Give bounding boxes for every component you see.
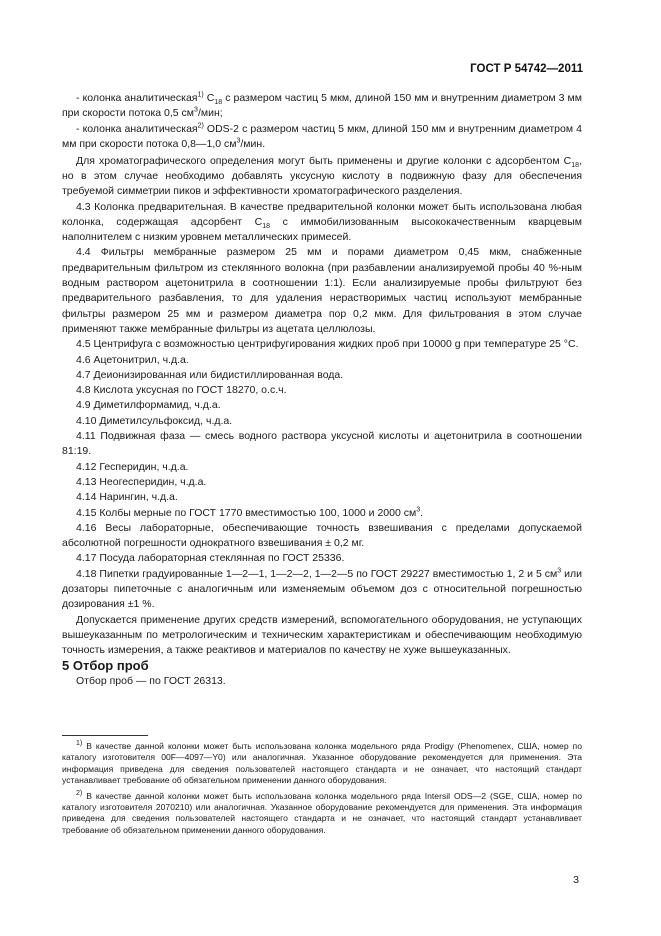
paragraph-4-6: 4.6 Ацетонитрил, ч.д.а. [76,353,189,366]
page-number: 3 [573,874,579,886]
paragraph-4-14: 4.14 Нарингин, ч.д.а. [76,491,178,504]
footnote-1: $^{1)}$ В качестве данной колонки может быть использована колонка модельного ряда Prodigy (Phenomenex, США, номер по каталогу изготовителя 00F—4097—Y0) или аналогичная. Указанное оборудование рекомендуется для применения. Эта информация приведена для сведения пользователей настоящего стандарта и не означает, что настоящий стандарт устанавливает требование об обязательном применении данного оборудования. [62,740,582,786]
footnote-ref-2: 2) [197,122,204,130]
paragraph-4-4: 4.4 Фильтры мембранные размером 25 мм и порами диаметром 0,45 мкм, снабженные предварительным фильтром из стеклянного волокна (при разбавлении анализируемой пробы 40 %-ным водным раствором ацетонитрила в соотношении 1:1). Если анализируемые пробы фильтруют без предварительного разбавления, то для удаления нерастворимых частиц используют мембранные фильтры размером 25 мм и размером диаметра пор 0,2 мкм. Для фильтрования в этом случае применяют также мембранные фильтры из ацетата целлюлозы. [62,246,582,335]
paragraph-4-8: 4.8 Кислота уксусная по ГОСТ 18270, о.с.ч. [76,384,287,397]
paragraph-4-13: 4.13 Неогесперидин, ч.д.а. [76,475,207,488]
paragraph-4-15: 4.15 Колбы мерные по ГОСТ 1770 вместимостью 100, 1000 и 2000 $см^3$. [76,506,424,519]
paragraph-4-12: 4.12 Гесперидин, ч.д.а. [76,460,189,473]
paragraph-4-7: 4.7 Деионизированная или бидистиллированная вода. [76,368,344,381]
footnote-2: $^{2)}$ В качестве данной колонки может быть использована колонка модельного ряда Intersil ODS—2 (SGE, США, номер по каталогу изготовителя 2070210) или аналогичная. Указанное оборудование рекомендуется для применения. Эта информация приведена для сведения пользователей настоящего стандарта и не означает, что настоящий стандарт устанавливает требование об обязательном применении данного оборудования. [62,789,582,835]
paragraph-4-11: 4.11 Подвижная фаза — смесь водного раствора уксусной кислоты и ацетонитрила в соотношении 81:19. [62,430,582,458]
paragraph-other-columns: Для хроматографического определения могут быть применены и другие колонки с адсорбентом $С_{18}$, но в этом случае необходимо добавлять уксусную кислоту в подвижную фазу для обеспечения требуемой симметрии пиков и эффективности хроматографического разделения. [62,154,582,198]
paragraph-4-17: 4.17 Посуда лабораторная стеклянная по ГОСТ 25336. [76,552,345,565]
paragraph-4-18: 4.18 Пипетки градуированные 1—2—1, 1—2—2, 1—2—5 по ГОСТ 29227 вместимостью 1, 2 и 5 $см^3$ или дозаторы пипеточные с аналогичным или изменяемым объемом доз с относительной погрешностью дозирования ±1 %. [62,567,582,611]
section-5-text: Отбор проб — по ГОСТ 26313. [76,674,226,687]
document-body [62,91,582,689]
paragraph-4-3: 4.3 Колонка предварительная. В качестве предварительной колонки может быть использована любая колонка, содержащая адсорбент $С_{18}$ с иммобилизованным высококачественным кварцевым наполнителем с низким уровнем металлических примесей. [62,200,582,244]
paragraph-4-5: 4.5 Центрифуга с возможностью центрифугирования жидких проб при 10000 g при температуре 25 °С. [76,338,579,351]
footnote-separator [62,735,148,736]
section-5-title: 5 Отбор проб [62,658,149,674]
standard-header: ГОСТ Р 54742—2011 [470,63,583,75]
footnotes [62,741,582,840]
paragraph-4-16: 4.16 Весы лабораторные, обеспечивающие точность взвешивания с пределами допускаемой абсолютной погрешности однократного взвешивания ± 0,2 мг. [62,521,582,550]
paragraph-4-9: 4.9 Диметилформамид, ч.д.а. [76,399,221,412]
footnote-ref-1: 1) [197,91,204,99]
paragraph-substitution: Допускается применение других средств измерений, вспомогательного оборудования, не уступающих вышеуказанным по метрологическим и техническим характеристикам и обеспечивающим необходимую точность измерения, а также реактивов и материалов по качеству не хуже вышеуказанных. [62,613,582,657]
paragraph-4-10: 4.10 Диметилсульфоксид, ч.д.а. [76,414,233,427]
paragraph-column-2: - колонка аналитическая$^{2)}$ ODS-2 с размером частиц 5 мкм, длиной 150 мм и внутренним диаметром 4 мм при скорости потока 0,8—1,0 $см^3$/мин. [62,122,582,150]
paragraph-column-1: - колонка аналитическая$^{1)}$ $C_{18}$ с размером частиц 5 мкм, длиной 150 мм и внутренним диаметром 3 мм при скорости потока 0,5 $см^3$/мин; [62,91,582,120]
